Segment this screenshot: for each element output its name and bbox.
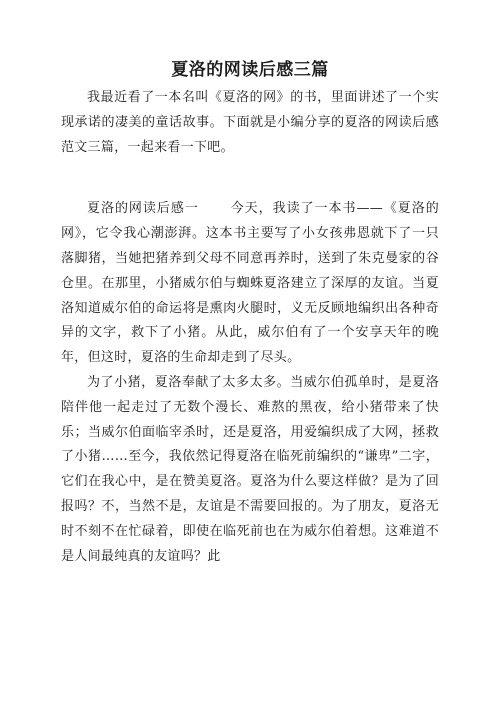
document-title: 夏洛的网读后感三篇: [171, 60, 329, 80]
document-page: [61, 58, 439, 569]
section1-heading: 夏洛的网读后感一: [87, 201, 199, 217]
section-spacer: [61, 160, 439, 197]
section1-text: 今天，我读了一本书——《夏洛的网》，它令我心潮澎湃。这本书主要写了小女孩弗恩就下了一只落脚猪，当她把猪养到父母不同意再养时，送到了朱克曼家的谷仓里。在那里，小猪威尔伯与蜘蛛夏洛建立了深厚的友谊。当夏洛知道威尔伯的命运将是熏肉火腿时，义无反顾地编织出各种奇异的文字，救下了小猪。从此，威尔伯有了一个安享天年的晚年，但这时，夏洛的生命却走到了尽头。: [61, 201, 439, 366]
section1-paragraph: [61, 197, 439, 371]
intro-paragraph: 我最近看了一本名叫《夏洛的网》的书，里面讲述了一个实现承诺的凄美的童话故事。下面就是小编分享的夏洛的网读后感范文三篇，一起来看一下吧。: [61, 90, 439, 155]
paragraph-2: 为了小猪，夏洛奉献了太多太多。当威尔伯孤单时，是夏洛陪伴他一起走过了无数个漫长、难熬的黑夜，给小猪带来了快乐；当威尔伯面临宰杀时，还是夏洛，用爱编织成了大网，拯救了小猪……至今，我依然记得夏洛在临死前编织的“谦卑”二字，它们在我心中，是在赞美夏洛。夏洛为什么要这样做？是为了回报吗？不，当然不是，友谊是不需要回报的。为了朋友，夏洛无时不刻不在忙碌着，即使在临死前也在为威尔伯着想。这难道不是人间最纯真的友谊吗？此: [61, 374, 439, 564]
